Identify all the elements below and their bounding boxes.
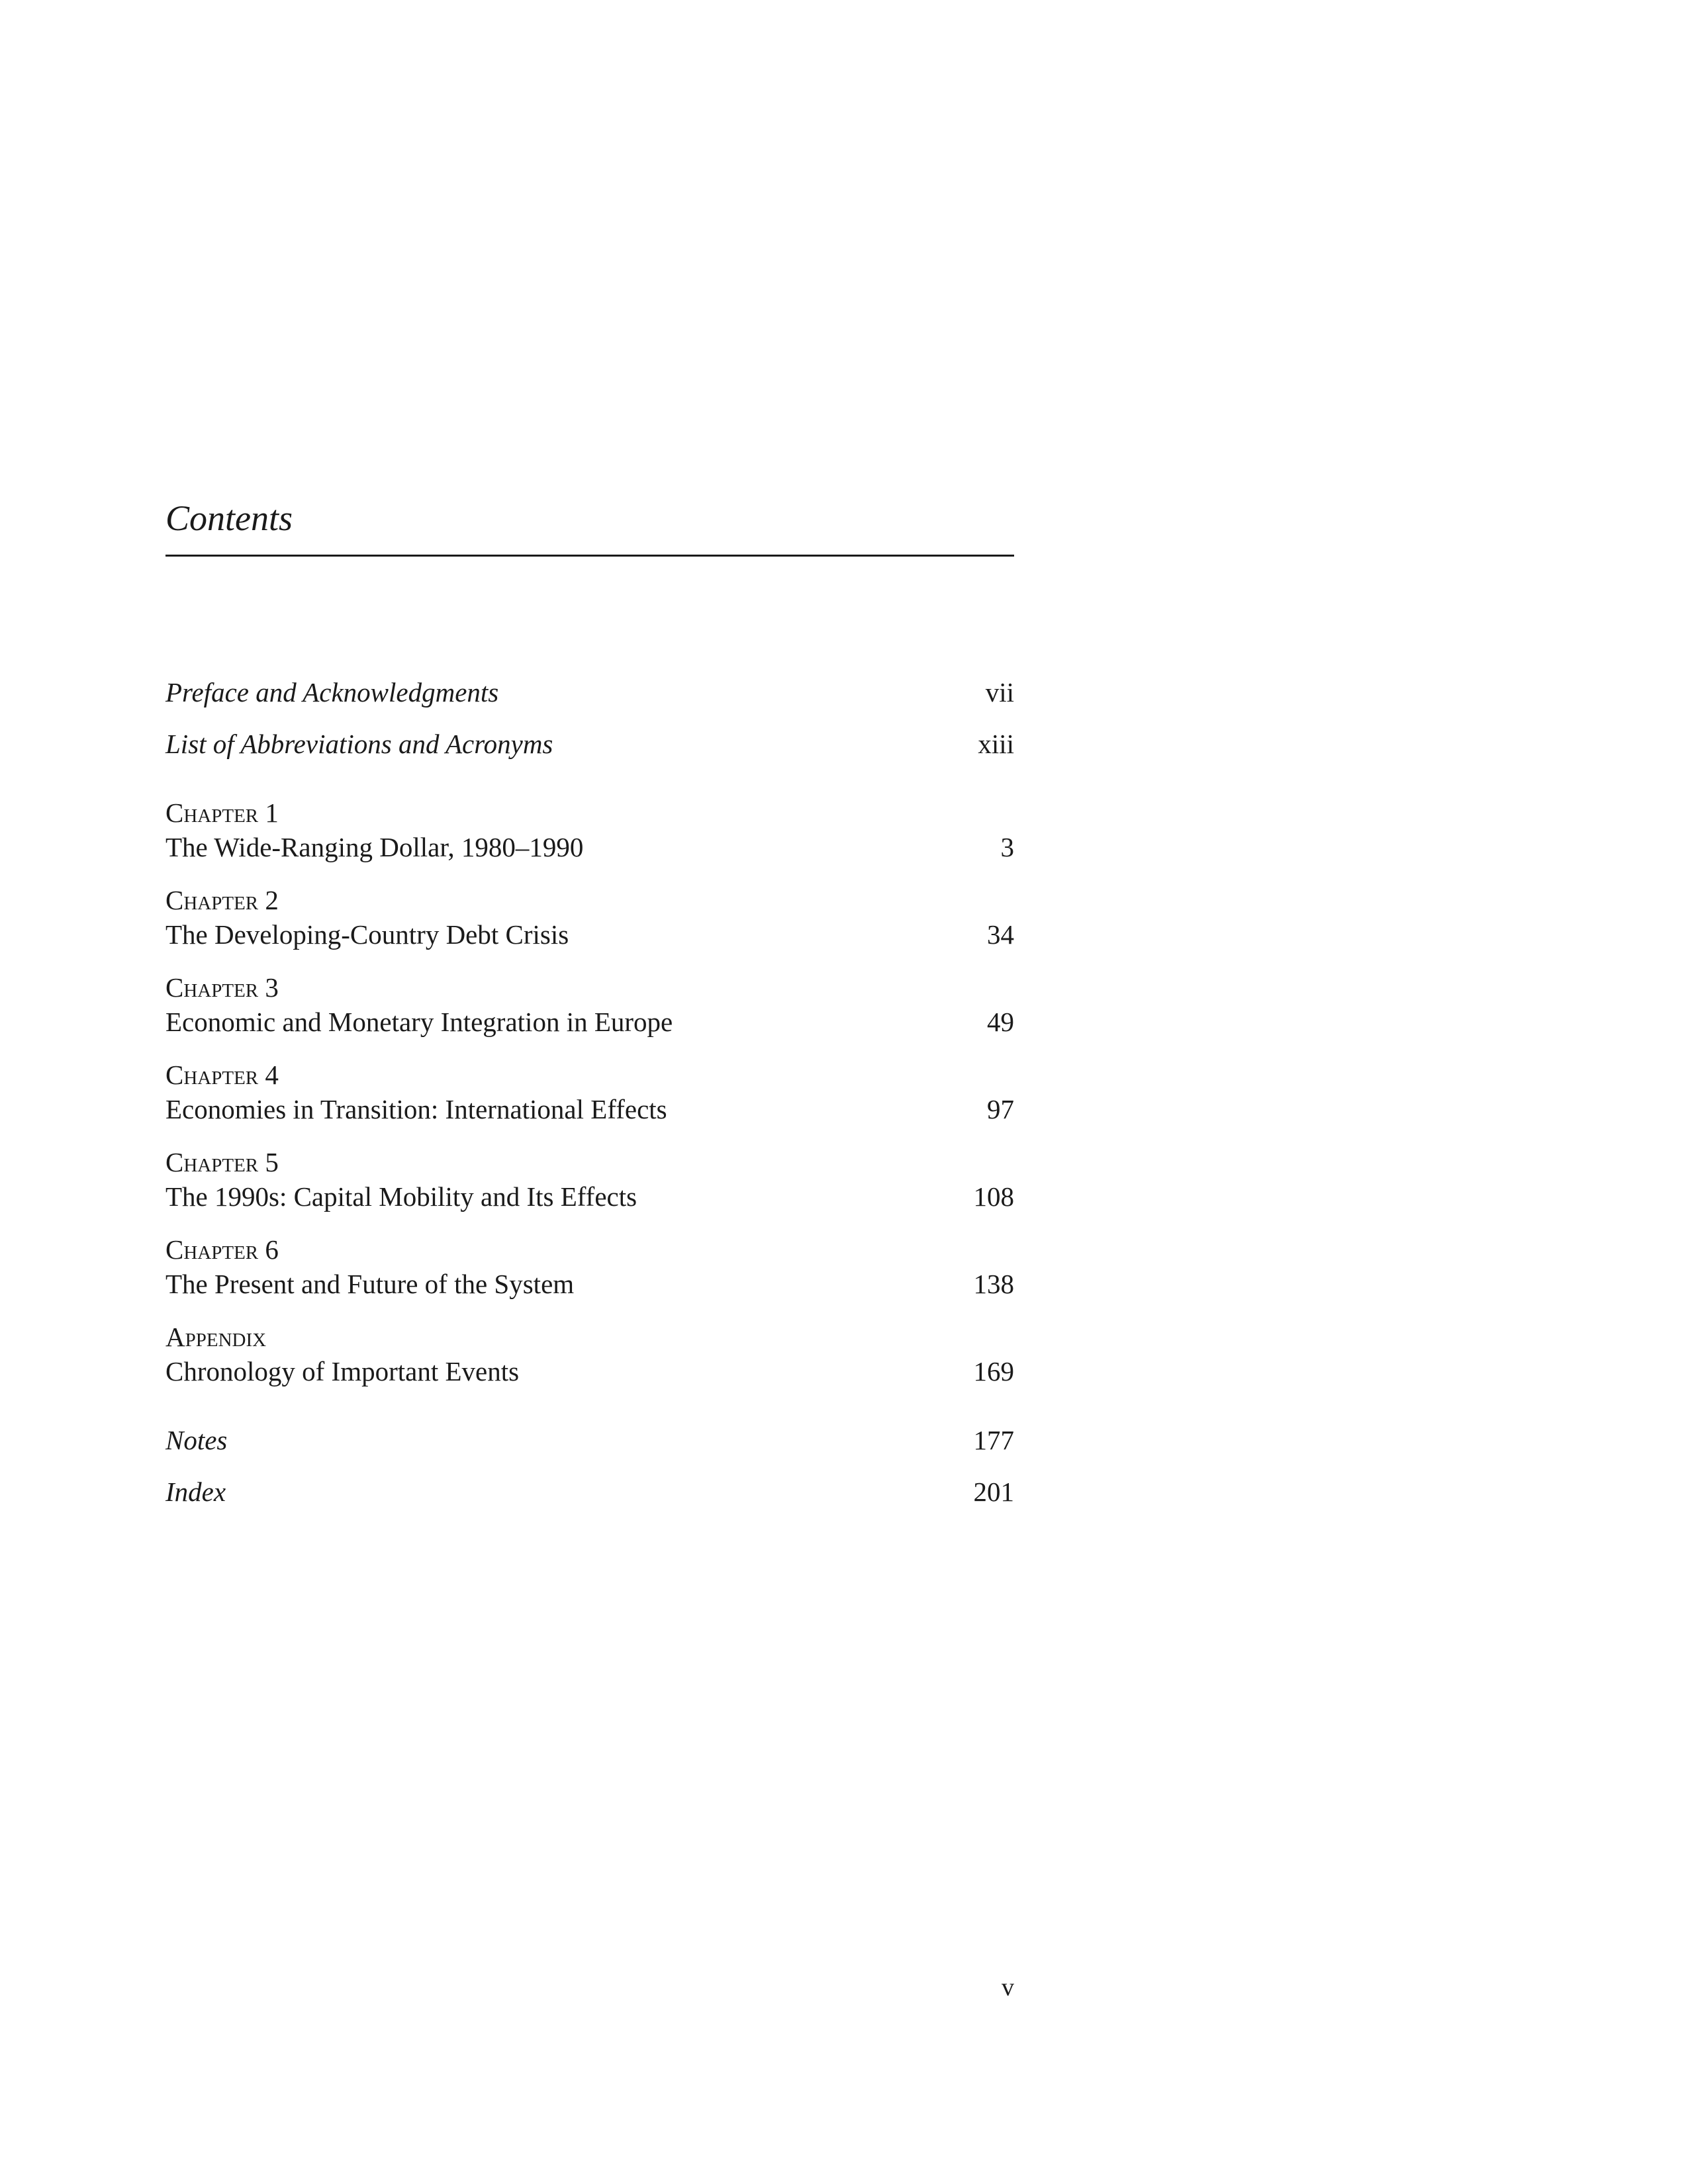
toc-entry-label: The Present and Future of the System	[165, 1269, 575, 1299]
toc-page-number: xiii	[978, 729, 1014, 759]
toc-entry-chapter-4[interactable]	[165, 1093, 1014, 1126]
toc-page-number: 169	[973, 1356, 1014, 1387]
chapter-kicker: Chapter 5	[165, 1147, 279, 1177]
toc-page-number: 97	[987, 1094, 1014, 1124]
toc-entry-appendix[interactable]	[165, 1355, 1014, 1388]
toc-entry-chapter-3[interactable]	[165, 1005, 1014, 1038]
toc-page-number: 177	[973, 1425, 1014, 1455]
chapter-kicker: Chapter 3	[165, 972, 279, 1003]
toc-entry-label: The 1990s: Capital Mobility and Its Effects	[165, 1181, 637, 1212]
toc-entry-label: Preface and Acknowledgments	[165, 677, 499, 707]
toc-page-number: 108	[973, 1181, 1014, 1212]
chapter-kicker: Chapter 1	[165, 797, 279, 828]
toc-page-number: 49	[987, 1007, 1014, 1037]
toc-entry-label: Chronology of Important Events	[165, 1356, 520, 1387]
toc-entry-label: Index	[165, 1477, 226, 1507]
toc-entry-chapter-2[interactable]	[165, 918, 1014, 951]
toc-page-number: 201	[973, 1477, 1014, 1507]
chapter-kicker: Chapter 6	[165, 1234, 279, 1265]
toc-page-number: 34	[987, 919, 1014, 950]
toc-page-number: 3	[1000, 832, 1014, 862]
toc-entry-chapter-1[interactable]	[165, 831, 1014, 864]
appendix-kicker: Appendix	[165, 1322, 267, 1352]
toc-page-number: vii	[985, 677, 1014, 707]
toc-entry-chapter-5[interactable]	[165, 1180, 1014, 1213]
toc-entry-label: Economies in Transition: International Effects	[165, 1094, 667, 1124]
folio-page-number: v	[1002, 1974, 1014, 2001]
toc-entry-label: Economic and Monetary Integration in Europe	[165, 1007, 673, 1037]
toc-entry-chapter-6[interactable]	[165, 1267, 1014, 1300]
toc-entry-preface[interactable]	[165, 676, 1014, 709]
toc-entry-label: The Developing-Country Debt Crisis	[165, 919, 569, 950]
chapter-kicker: Chapter 4	[165, 1060, 279, 1090]
toc-entry-index[interactable]	[165, 1475, 1014, 1508]
toc-entry-label: List of Abbreviations and Acronyms	[165, 729, 553, 759]
toc-entry-label: The Wide-Ranging Dollar, 1980–1990	[165, 832, 584, 862]
toc-entry-notes[interactable]	[165, 1424, 1014, 1457]
chapter-kicker: Chapter 2	[165, 885, 279, 915]
title-rule	[165, 555, 1014, 557]
toc-entry-abbreviations[interactable]	[165, 727, 1014, 760]
toc-page-number: 138	[973, 1269, 1014, 1299]
toc-entry-label: Notes	[165, 1425, 228, 1455]
page-title: Contents	[165, 498, 293, 538]
